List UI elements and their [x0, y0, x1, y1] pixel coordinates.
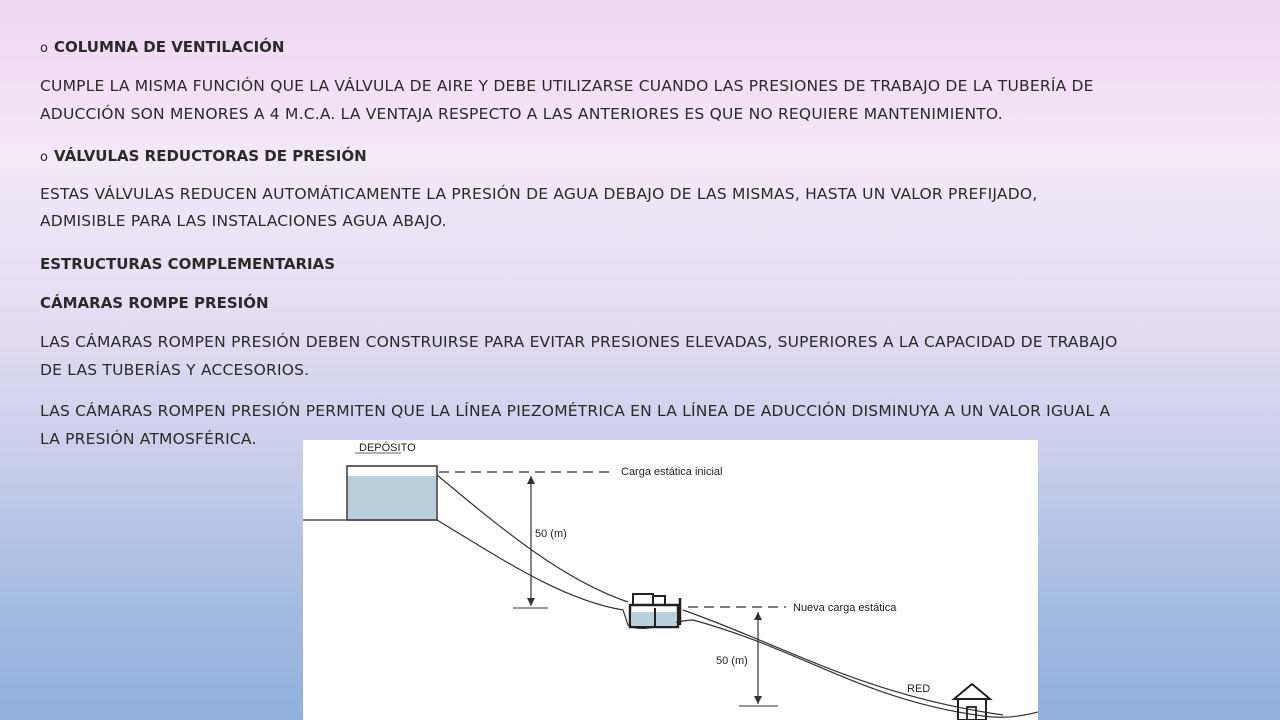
bullet-heading-reducer-valves	[40, 147, 367, 165]
pipeline-upper	[437, 475, 628, 602]
break-chamber	[630, 594, 680, 627]
bullet-marker: o	[40, 150, 48, 165]
bullet-marker: o	[40, 41, 48, 56]
paragraph-ventilation-line-2: ADUCCIÓN SON MENORES A 4 M.C.A. LA VENTAJA RESPECTO A LAS ANTERIORES ES QUE NO REQUIERE MANTENIMIENTO.	[40, 105, 1003, 123]
paragraph-piezometric-line-2: LA PRESIÓN ATMOSFÉRICA.	[40, 430, 257, 448]
bullet-text: COLUMNA DE VENTILACIÓN	[54, 38, 285, 56]
heading-complementary-structures: ESTRUCTURAS COMPLEMENTARIAS	[40, 255, 336, 273]
height-label-2: 50 (m)	[716, 655, 748, 667]
new-head-label: Nueva carga estática	[793, 602, 897, 614]
pressure-break-diagram	[303, 440, 1038, 720]
paragraph-chambers-line-2: DE LAS TUBERÍAS Y ACCESORIOS.	[40, 361, 310, 379]
deposit-water	[348, 476, 436, 519]
diagram-svg	[303, 440, 1038, 720]
deposit-label: DEPÓSITO	[359, 442, 416, 454]
height-label-1: 50 (m)	[535, 528, 567, 540]
heading-pressure-break-chambers: CÁMARAS ROMPE PRESIÓN	[40, 294, 269, 312]
paragraph-ventilation-line-1: CUMPLE LA MISMA FUNCIÓN QUE LA VÁLVULA DE AIRE Y DEBE UTILIZARSE CUANDO LAS PRESIONES DE TRABAJO DE LA TUBERÍA DE	[40, 77, 1094, 95]
paragraph-chambers-line-1: LAS CÁMARAS ROMPEN PRESIÓN DEBEN CONSTRUIRSE PARA EVITAR PRESIONES ELEVADAS, SUPERIORES A LA CAPACIDAD DE TRABAJO	[40, 333, 1118, 351]
network-label: RED	[907, 683, 931, 695]
bullet-heading-ventilation	[40, 38, 284, 56]
bullet-text: VÁLVULAS REDUCTORAS DE PRESIÓN	[54, 147, 367, 165]
paragraph-reducer-line-2: ADMISIBLE PARA LAS INSTALACIONES AGUA ABAJO.	[40, 212, 447, 230]
paragraph-piezometric-line-1: LAS CÁMARAS ROMPEN PRESIÓN PERMITEN QUE LA LÍNEA PIEZOMÉTRICA EN LA LÍNEA DE ADUCCIÓN DISMINUYA A UN VALOR IGUAL A	[40, 402, 1111, 420]
paragraph-reducer-line-1: ESTAS VÁLVULAS REDUCEN AUTOMÁTICAMENTE LA PRESIÓN DE AGUA DEBAJO DE LAS MISMAS, HASTA UN VALOR PREFIJADO,	[40, 185, 1038, 203]
initial-head-label: Carga estática inicial	[621, 466, 723, 478]
